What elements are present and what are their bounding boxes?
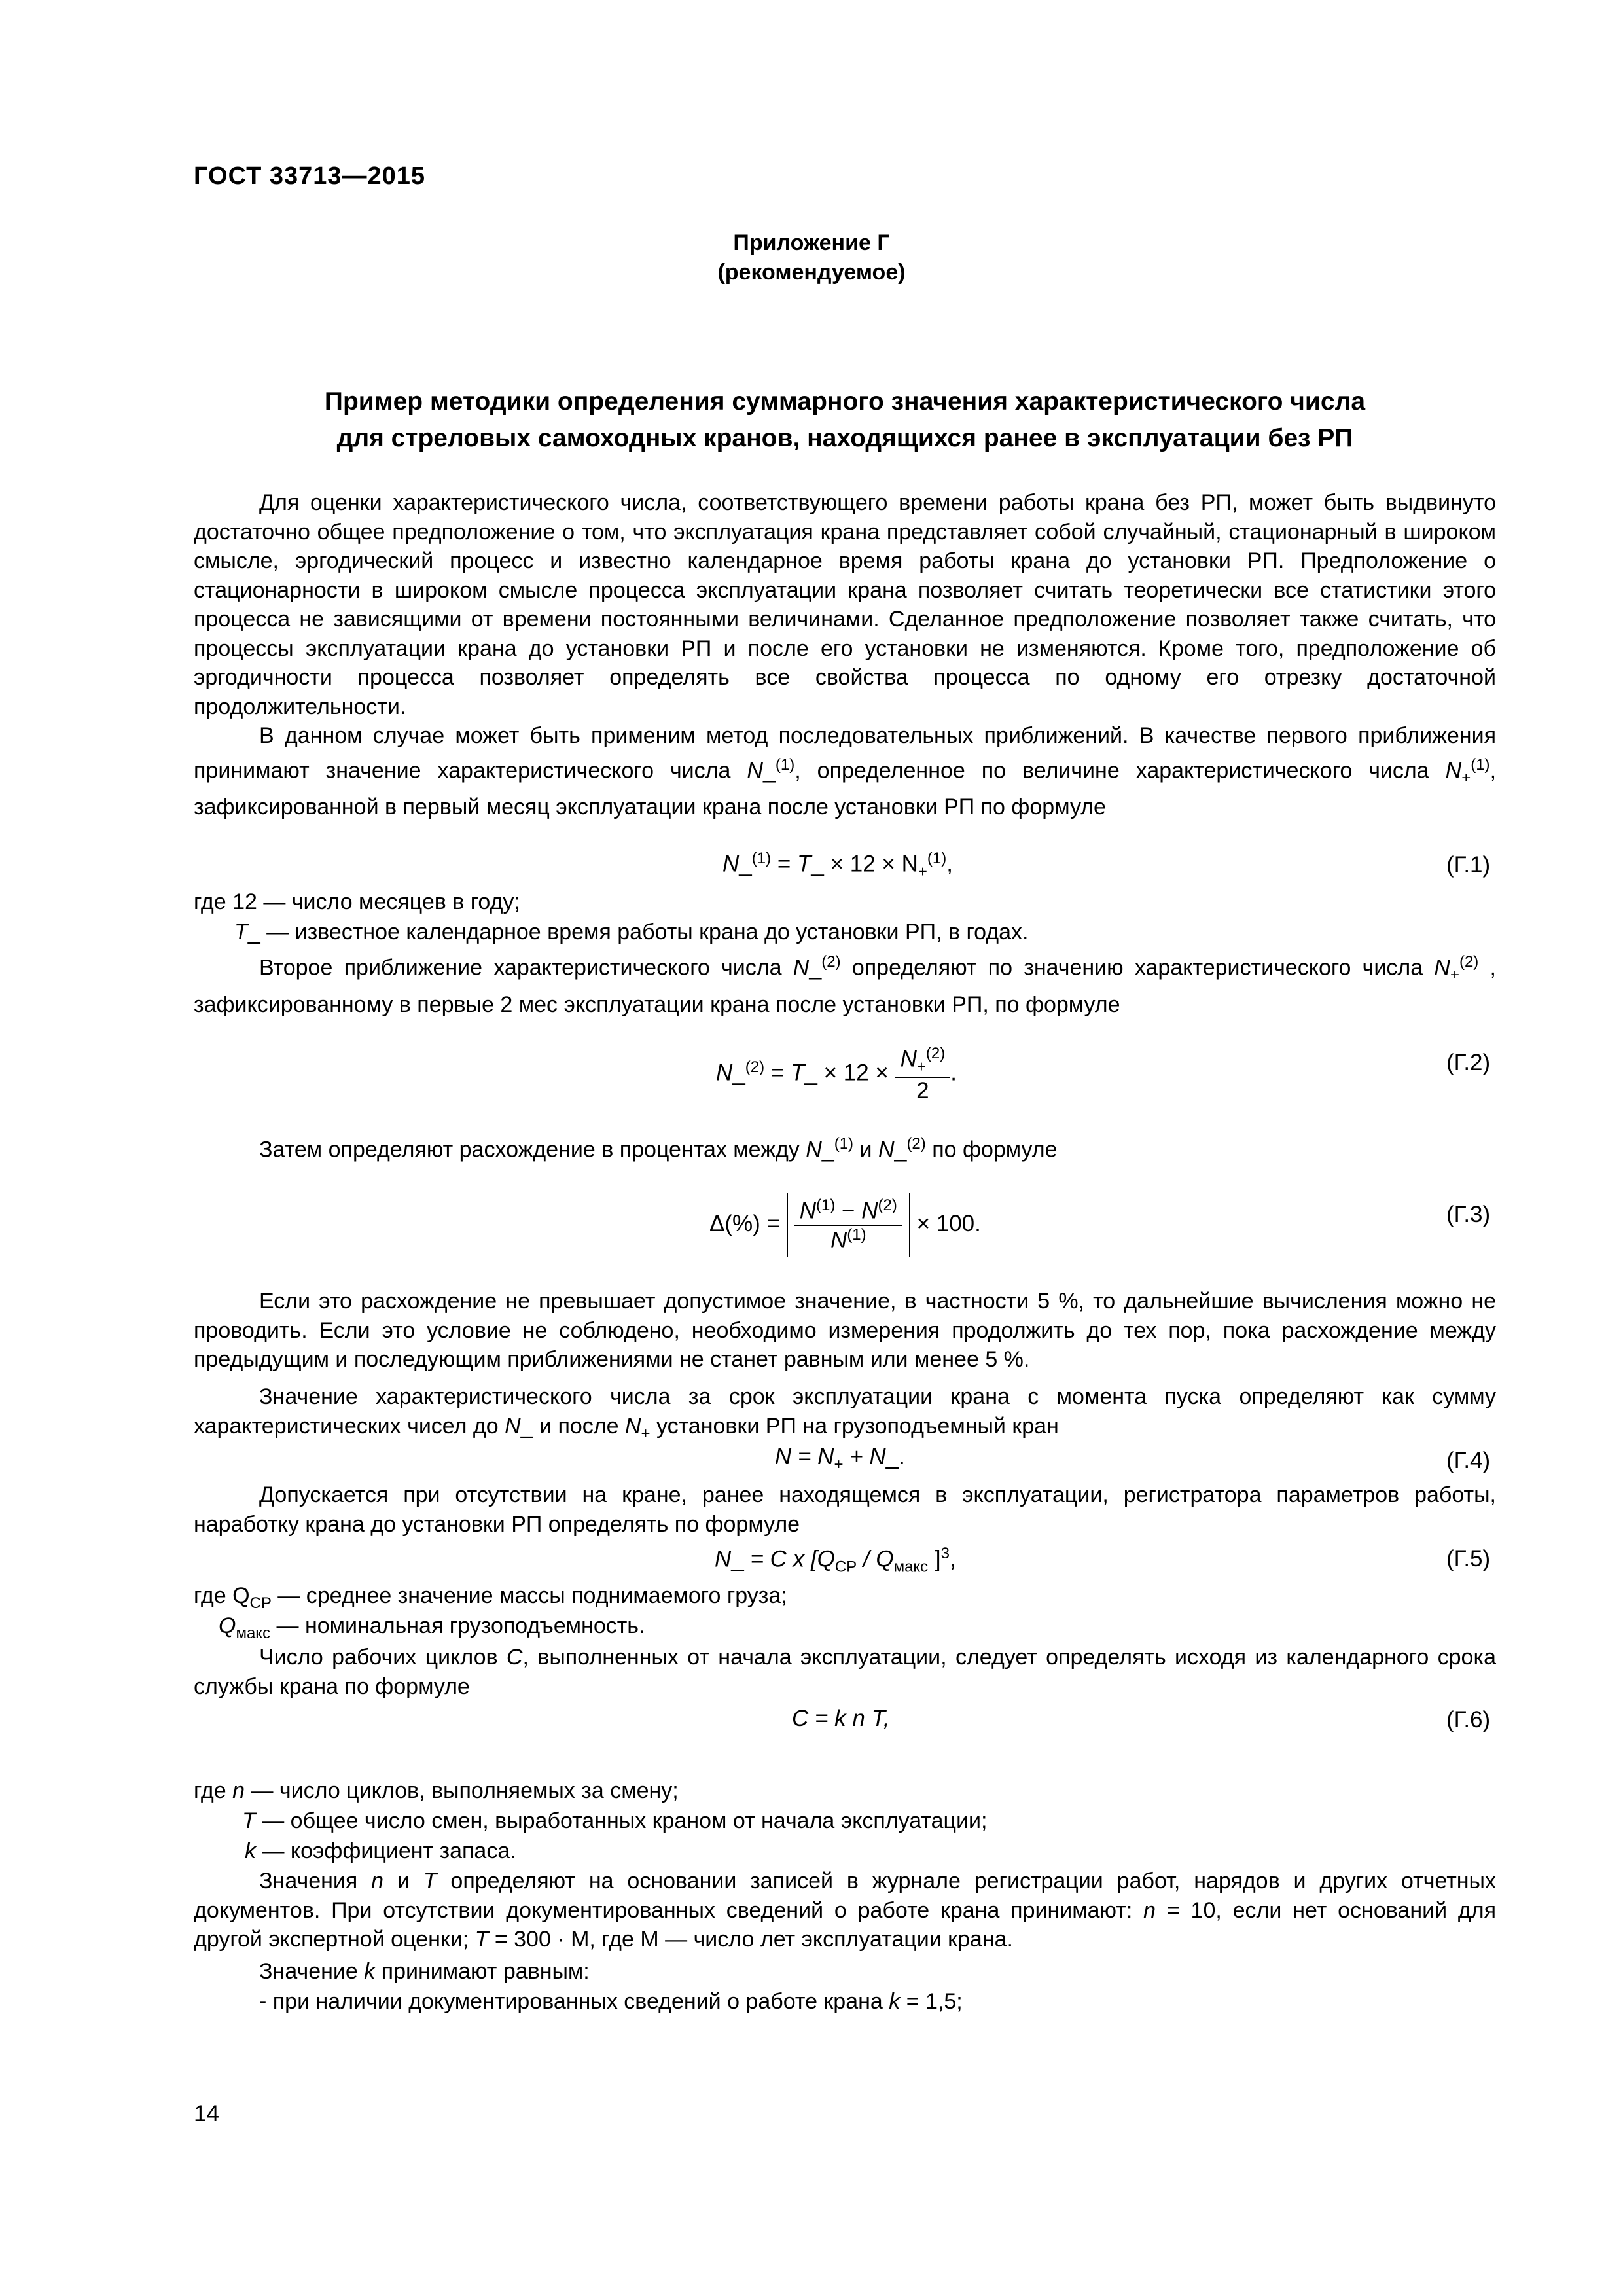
equation-g1: N_$^{(1)}$ = T_ × $12 \times N_+^{(1)}$, [722,850,953,881]
equation-g6: C = k n T, [792,1706,890,1731]
paragraph-tolerance: Если это расхождение не превышает допустимое значение, в частности 5 %, то дальнейшие вычисления можно не проводить. Если это условие не соблюдено, необходимо измерения продолжить до тех пор, пока расхождение между предыдущим и последующим приближениями не станет равным или менее 5 %. [194,1289,1496,1372]
equation-g1-number: (Г.1) [1446,852,1491,878]
paragraph-value-k: Значение k принимают равным: [259,1959,590,1984]
equation-g5: N_ = C x [$Q_{СР} / Q_{макс}$ ]$^3$, [715,1545,956,1576]
where-n: где n — число циклов, выполняемых за смену; [194,1778,679,1803]
equation-g4-number: (Г.4) [1446,1448,1491,1473]
equation-g3: Δ(%) = $\frac{N^{(1)} - N^{(2)}}{N^{(1)}}$ × 100. [709,1193,981,1257]
equation-g2-number: (Г.2) [1446,1050,1491,1075]
appendix-kind: (рекомендуемое) [717,260,906,285]
where-12: где 12 — число месяцев в году; [194,889,520,914]
standard-number: ГОСТ 33713—2015 [194,162,426,190]
bullet-documented: - при наличии документированных сведений о работе крана k = 1,5; [259,1989,963,2014]
paragraph-values-n-t: Значения n и T определяют на основании записей в журнале регистрации работ, нарядов и других отчетных документов. При отсутствии документированных сведений о работе крана принимают: n = 10, если нет оснований для другой экспертной оценки; T = 300 · М, где М — число лет эксплуатации крана. [194,1869,1496,1952]
where-k: k — коэффициент запаса. [245,1839,516,1863]
fraction-n-plus-over-2: $\frac{N_+^{(2)}}{2}$ [895,1045,951,1104]
title-line-1: Пример методики определения суммарного значения характеристического числа [324,387,1366,416]
equation-g4: $N = N_+$ + N_. [775,1444,905,1473]
paragraph-cycles: Число рабочих циклов C, выполненных от начала эксплуатации, следует определять исходя из календарного срока службы крана по формуле [194,1645,1496,1699]
where-t: T — общее число смен, выработанных краном от начала эксплуатации; [242,1808,988,1833]
absolute-value: $\frac{N^{(1)} - N^{(2)}}{N^{(1)}}$ [787,1193,910,1257]
paragraph-difference: Затем определяют расхождение в процентах между N_$^{(1)}$ и N_$^{(2)}$ по формуле [259,1135,1058,1162]
where-q-max: $Q_{макс}$ — номинальная грузоподъемность. [219,1613,645,1642]
paragraph-first-approximation: В данном случае может быть применим метод последовательных приближений. В качестве первого приближения принимают значение характеристического числа N_$^{(1)}$, определенное по величине характеристического числа $N_+^{(1)}$, зафиксированной в первый месяц эксплуатации крана после установки РП по формуле [194,723,1497,820]
where-t-minus: T_ — известное календарное время работы крана до установки РП, в годах. [234,920,1029,944]
page-number: 14 [194,2101,219,2126]
equation-g6-number: (Г.6) [1446,1707,1491,1732]
paragraph-second-approximation: Второе приближение характеристического числа N_$^{(2)}$ определяют по значению характеристического числа $N_+^{(2)}$ , зафиксированному в первые 2 мес эксплуатации крана после установки РП, по формуле [194,953,1496,1017]
paragraph-sum: Значение характеристического числа за срок эксплуатации крана с момента пуска определяют как сумму характеристических чисел до N_ и после $N_+$ установки РП на грузоподъемный кран [194,1384,1496,1443]
appendix-name: Приложение Г [733,230,890,255]
equation-g5-number: (Г.5) [1446,1546,1491,1571]
title-line-2: для стреловых самоходных кранов, находящихся ранее в эксплуатации без РП [336,424,1353,452]
paragraph-no-recorder: Допускается при отсутствии на кране, ранее находящемся в эксплуатации, регистратора параметров работы, наработку крана до установки РП определять по формуле [194,1482,1496,1537]
appendix-title [194,384,1496,457]
equation-g3-number: (Г.3) [1446,1202,1491,1227]
where-q-cp: где $Q_{СР}$ — среднее значение массы поднимаемого груза; [194,1583,787,1612]
equation-g2: N_$^{(2)}$ = T_ × 12 × $\frac{N_+^{(2)}}{2}$ . [716,1045,957,1103]
paragraph-assumption: Для оценки характеристического числа, соответствующего времени работы крана без РП, может быть выдвинуто достаточно общее предположение о том, что эксплуатация крана представляет собой случайный, стационарный в широком смысле, эргодический процесс и известно календарное время работы крана до установки РП. Предположение о стационарности в широком смысле процесса эксплуатации крана позволяет считать теоретически все статистики этого процесса не зависящими от времени постоянными величинами. Сделанное предположение позволяет также считать, что процессы эксплуатации крана до установки РП и после его установки не изменяются. Кроме того, предположение об эргодичности процесса позволяет определять все свойства процесса по одному его отрезку достаточной продолжительности. [194,490,1496,719]
